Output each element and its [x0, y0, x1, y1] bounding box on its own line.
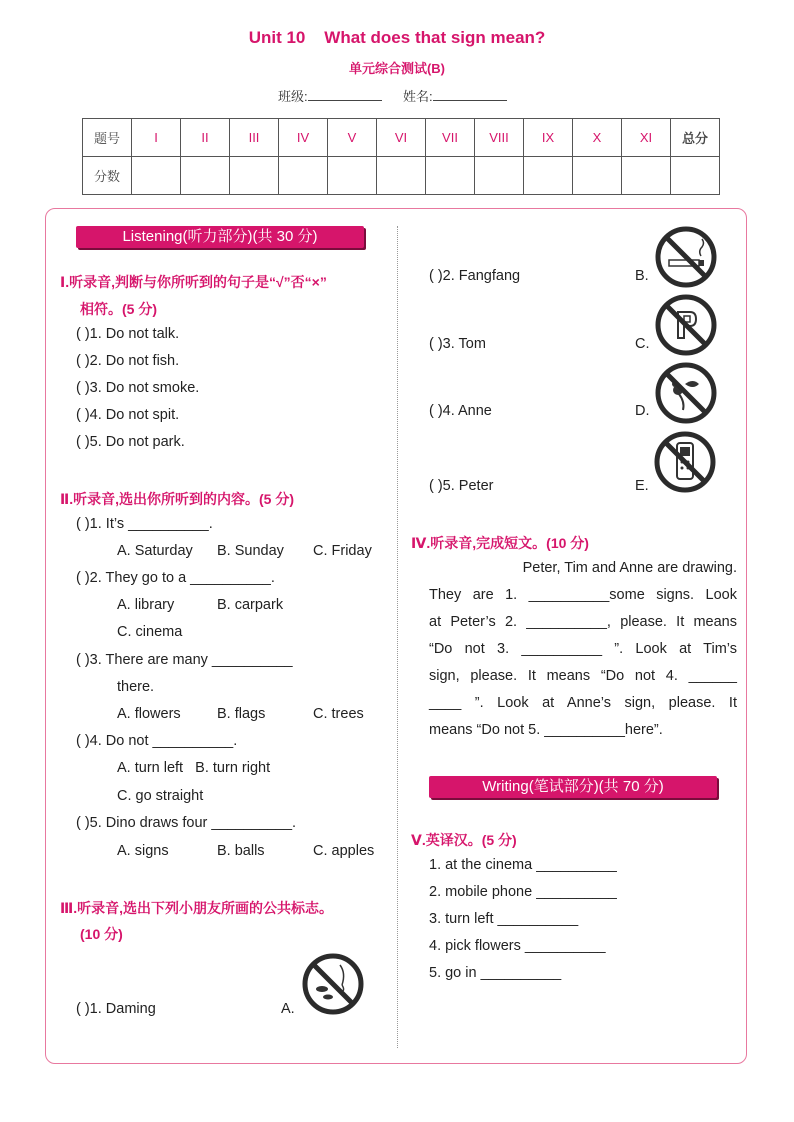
sign-letter: C. — [635, 336, 650, 352]
class-blank — [308, 88, 382, 101]
option: B. balls — [217, 843, 265, 859]
page-title: Unit 10 What does that sign mean? — [248, 28, 546, 47]
part1-heading: Ⅰ.听录音,判断与你所听到的句子是“√”否“×” — [60, 274, 327, 290]
score-header-row — [83, 119, 720, 157]
column-divider — [397, 226, 398, 1048]
score-cell[interactable] — [671, 157, 720, 195]
translation-item: 5. go in __________ — [429, 965, 562, 981]
class-label: 班级: — [278, 89, 308, 104]
passage-line: “Do not 3. __________ ”. Look at Tim’s — [429, 641, 737, 657]
part3-heading: Ⅲ.听录音,选出下列小朋友所画的公共标志。 — [60, 900, 334, 916]
option: C. go straight — [117, 788, 204, 804]
part3-item: ( )1. Daming — [76, 1001, 156, 1017]
score-value-label: 分数 — [83, 157, 132, 195]
score-col-11: XI — [622, 119, 671, 157]
score-total-header: 总分 — [671, 119, 720, 157]
sign-letter: A. — [281, 1001, 295, 1017]
sign-letter: D. — [635, 403, 650, 419]
score-cell[interactable] — [230, 157, 279, 195]
part3-item: ( )4. Anne — [429, 403, 492, 419]
part1-heading-cont: 相符。(5 分) — [80, 301, 157, 317]
no-picking-flowers-icon — [655, 362, 717, 424]
option: C. trees — [313, 706, 364, 722]
passage-line: means “Do not 5. __________here”. — [429, 722, 663, 738]
option: C. Friday — [313, 543, 372, 559]
no-mobile-phone-icon — [654, 431, 716, 493]
score-cell[interactable] — [377, 157, 426, 195]
score-cell[interactable] — [132, 157, 181, 195]
part1-item: ( )3. Do not smoke. — [76, 380, 200, 396]
part1-item: ( )5. Do not park. — [76, 434, 185, 450]
no-parking-icon — [655, 294, 717, 356]
score-col-2: II — [181, 119, 230, 157]
passage-line: They are 1. __________some signs. Look — [429, 587, 737, 603]
score-col-6: VI — [377, 119, 426, 157]
sign-letter: E. — [635, 478, 649, 494]
score-cell[interactable] — [279, 157, 328, 195]
option: A. Saturday — [117, 543, 193, 559]
option: B. Sunday — [217, 543, 284, 559]
part2-question: ( )3. There are many __________ — [76, 652, 293, 668]
name-field — [403, 86, 507, 105]
option: A. library — [117, 597, 175, 613]
part2-question-cont: there. — [117, 679, 155, 695]
score-col-1: I — [132, 119, 181, 157]
option: A. signs — [117, 843, 169, 859]
part2-question: ( )5. Dino draws four __________. — [76, 815, 297, 831]
translation-item: 4. pick flowers __________ — [429, 938, 606, 954]
writing-banner: Writing(笔试部分)(共 70 分) — [429, 776, 717, 798]
no-smoking-icon — [655, 226, 717, 288]
score-cell[interactable] — [524, 157, 573, 195]
part5-heading: Ⅴ.英译汉。(5 分) — [411, 832, 517, 848]
score-table — [82, 118, 720, 195]
score-cell[interactable] — [573, 157, 622, 195]
score-cell[interactable] — [181, 157, 230, 195]
part2-heading: Ⅱ.听录音,选出你所听到的内容。(5 分) — [60, 491, 295, 507]
score-col-9: IX — [524, 119, 573, 157]
part2-question: ( )1. It’s __________. — [76, 516, 213, 532]
option: B. flags — [217, 706, 266, 722]
passage-line: sign, please. It means “Do not 4. ______ — [429, 668, 737, 684]
passage-line: Peter, Tim and Anne are drawing. — [522, 560, 737, 576]
score-col-10: X — [573, 119, 622, 157]
option: C. apples — [313, 843, 375, 859]
part1-item: ( )4. Do not spit. — [76, 407, 180, 423]
passage-line: at Peter’s 2. __________, please. It means — [429, 614, 737, 630]
score-row-label: 题号 — [83, 119, 132, 157]
part3-item: ( )2. Fangfang — [429, 268, 521, 284]
part1-item: ( )1. Do not talk. — [76, 326, 180, 342]
part1-item: ( )2. Do not fish. — [76, 353, 180, 369]
part2-question: ( )4. Do not __________. — [76, 733, 238, 749]
score-col-5: V — [328, 119, 377, 157]
score-col-4: IV — [279, 119, 328, 157]
score-col-3: III — [230, 119, 279, 157]
score-value-row — [83, 157, 720, 195]
option: A. flowers — [117, 706, 181, 722]
option: C. cinema — [117, 624, 183, 640]
part4-heading: Ⅳ.听录音,完成短文。(10 分) — [411, 535, 589, 551]
name-blank — [433, 88, 507, 101]
listening-banner: Listening(听力部分)(共 30 分) — [76, 226, 364, 248]
score-cell[interactable] — [622, 157, 671, 195]
translation-item: 2. mobile phone __________ — [429, 884, 617, 900]
page-subtitle: 单元综合测试(B) — [348, 61, 446, 76]
score-col-8: VIII — [475, 119, 524, 157]
option: A. turn left B. turn right — [117, 760, 271, 776]
score-cell[interactable] — [328, 157, 377, 195]
class-field — [278, 86, 382, 105]
translation-item: 3. turn left __________ — [429, 911, 579, 927]
score-cell[interactable] — [475, 157, 524, 195]
score-cell[interactable] — [426, 157, 475, 195]
no-fishing-icon — [302, 953, 364, 1015]
part3-item: ( )5. Peter — [429, 478, 494, 494]
part3-item: ( )3. Tom — [429, 336, 486, 352]
name-label: 姓名: — [403, 89, 433, 104]
part2-question: ( )2. They go to a __________. — [76, 570, 275, 586]
score-col-7: VII — [426, 119, 475, 157]
translation-item: 1. at the cinema __________ — [429, 857, 617, 873]
option: B. carpark — [217, 597, 284, 613]
passage-line: ____ ”. Look at Anne’s sign, please. It — [429, 695, 737, 711]
sign-letter: B. — [635, 268, 649, 284]
part3-heading-cont: (10 分) — [80, 926, 123, 942]
